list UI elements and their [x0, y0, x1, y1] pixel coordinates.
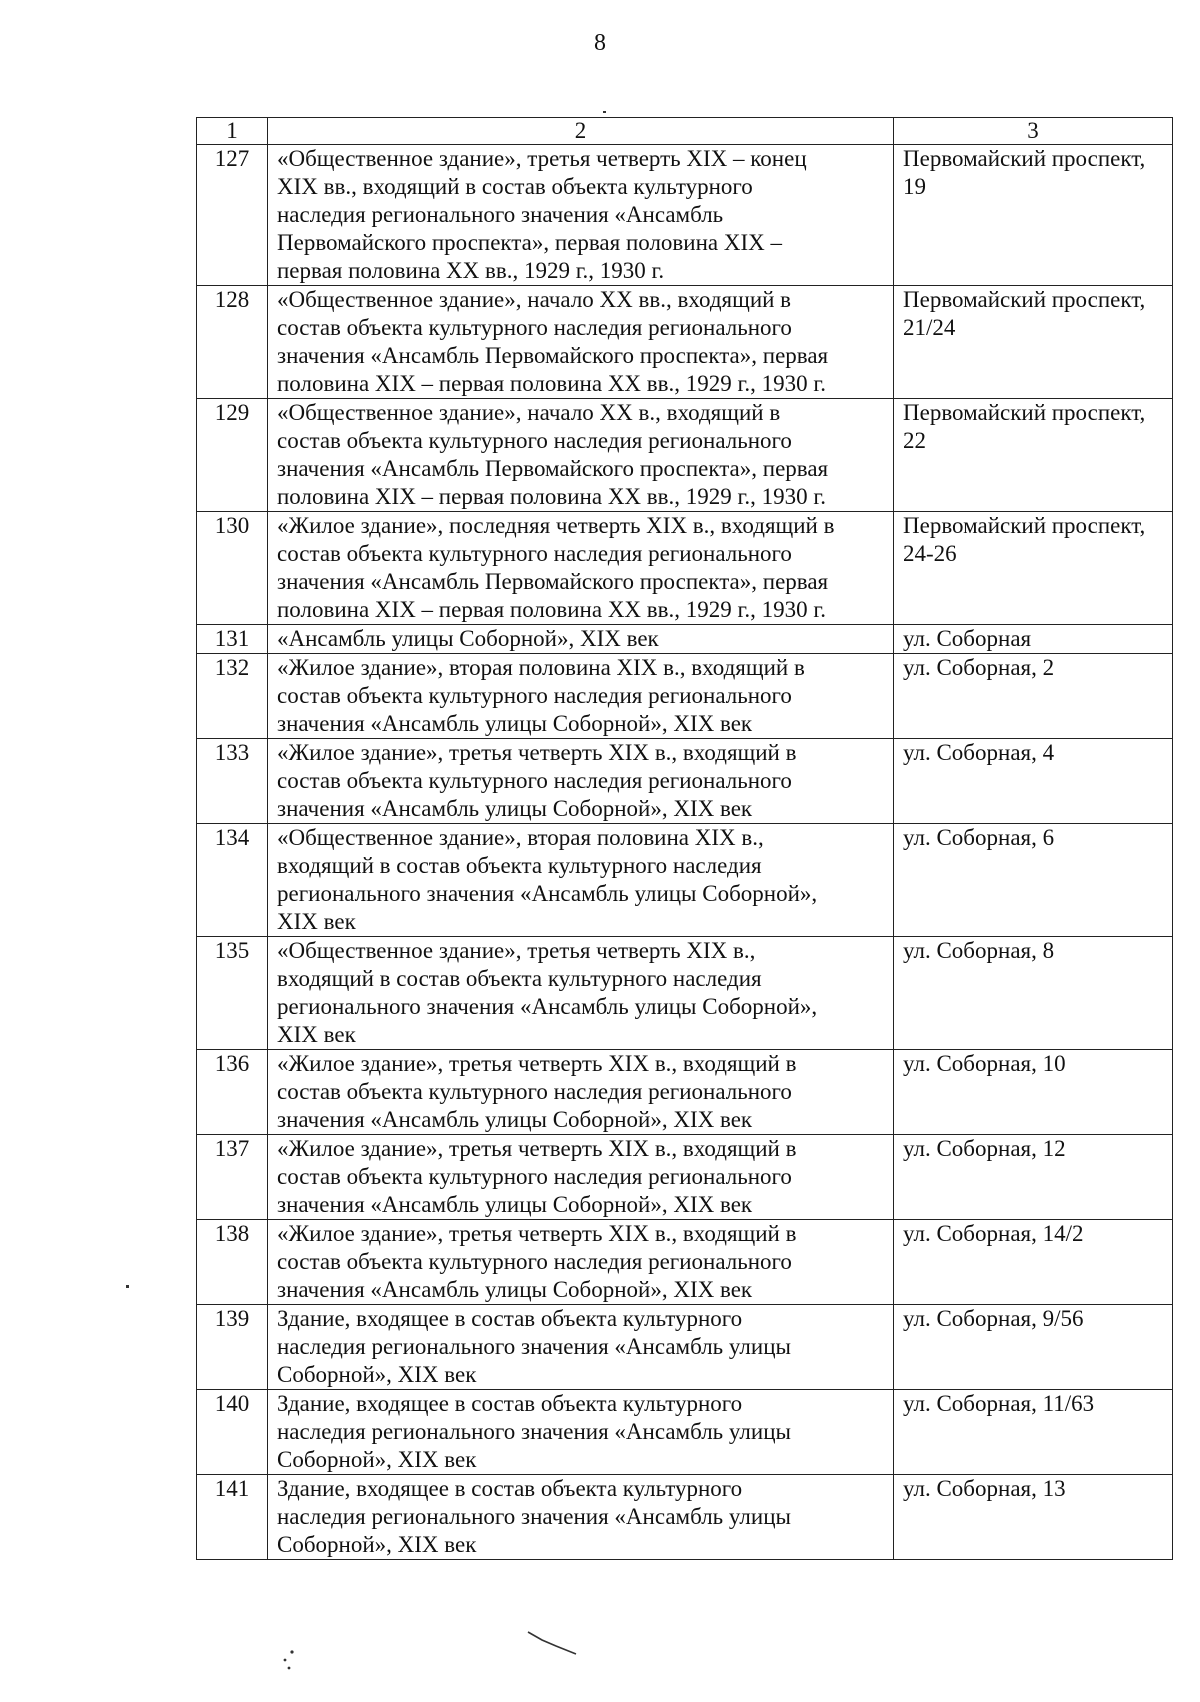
address-line: ул. Соборная, 8	[903, 938, 1055, 963]
object-address	[894, 399, 1173, 512]
object-address	[894, 1220, 1173, 1305]
row-number: 128	[197, 286, 268, 399]
row-number: 137	[197, 1135, 268, 1220]
address-line: ул. Соборная	[903, 626, 1032, 651]
description-line: «Жилое здание», третья четверть XIX в., входящий в	[277, 1136, 797, 1161]
pen-mark-decoration	[280, 1620, 580, 1680]
description-line: половина XIX – первая половина XX вв., 1929 г., 1930 г.	[277, 597, 826, 622]
address-line: Первомайский проспект,	[903, 146, 1146, 171]
object-address	[894, 824, 1173, 937]
object-description	[268, 824, 894, 937]
address-line: Первомайский проспект,	[903, 513, 1146, 538]
description-line: «Общественное здание», третья четверть XIX в.,	[277, 938, 756, 963]
description-line: значения «Ансамбль улицы Соборной», XIX век	[277, 1107, 753, 1132]
row-number: 136	[197, 1050, 268, 1135]
description-line: «Жилое здание», третья четверть XIX в., входящий в	[277, 740, 797, 765]
description-line: регионального значения «Ансамбль улицы Соборной»,	[277, 881, 818, 906]
description-line: XIX вв., входящий в состав объекта культурного	[277, 174, 753, 199]
address-line: ул. Соборная, 11/63	[903, 1391, 1095, 1416]
row-number: 130	[197, 512, 268, 625]
description-line: состав объекта культурного наследия регионального	[277, 768, 792, 793]
object-address	[894, 1305, 1173, 1390]
description-line: «Жилое здание», последняя четверть XIX в., входящий в	[277, 513, 835, 538]
description-line: половина XIX – первая половина XX вв., 1929 г., 1930 г.	[277, 484, 826, 509]
description-line: значения «Ансамбль улицы Соборной», XIX век	[277, 1192, 753, 1217]
address-line: ул. Соборная, 2	[903, 655, 1055, 680]
object-description	[268, 739, 894, 824]
table-body	[197, 118, 1173, 1560]
description-line: наследия регионального значения «Ансамбль улицы	[277, 1504, 791, 1529]
object-description	[268, 1220, 894, 1305]
row-number: 138	[197, 1220, 268, 1305]
address-line: 24-26	[903, 541, 957, 566]
description-line: наследия регионального значения «Ансамбль	[277, 202, 724, 227]
description-line: входящий в состав объекта культурного наследия	[277, 853, 762, 878]
table-row	[197, 512, 1173, 625]
object-address	[894, 654, 1173, 739]
description-line: значения «Ансамбль улицы Соборной», XIX век	[277, 711, 753, 736]
object-description	[268, 1475, 894, 1560]
object-address	[894, 1390, 1173, 1475]
object-description	[268, 399, 894, 512]
row-number: 127	[197, 145, 268, 286]
table-row	[197, 1135, 1173, 1220]
address-line: ул. Соборная, 4	[903, 740, 1055, 765]
object-description	[268, 1050, 894, 1135]
object-address	[894, 512, 1173, 625]
address-line: ул. Соборная, 12	[903, 1136, 1066, 1161]
description-line: «Общественное здание», начало XX в., входящий в	[277, 400, 781, 425]
address-line: Первомайский проспект,	[903, 287, 1146, 312]
description-line: половина XIX – первая половина XX вв., 1929 г., 1930 г.	[277, 371, 826, 396]
description-line: «Общественное здание», начало XX вв., входящий в	[277, 287, 792, 312]
object-address	[894, 1135, 1173, 1220]
table-row	[197, 739, 1173, 824]
table-row	[197, 1305, 1173, 1390]
object-description	[268, 1390, 894, 1475]
description-line: состав объекта культурного наследия регионального	[277, 315, 792, 340]
description-line: «Ансамбль улицы Соборной», XIX век	[277, 626, 659, 651]
address-line: ул. Соборная, 9/56	[903, 1306, 1084, 1331]
column-header-number: 1	[197, 118, 268, 145]
column-header-address: 3	[894, 118, 1173, 145]
table-row	[197, 1050, 1173, 1135]
description-line: состав объекта культурного наследия регионального	[277, 683, 792, 708]
description-line: наследия регионального значения «Ансамбль улицы	[277, 1334, 791, 1359]
description-line: «Жилое здание», вторая половина XIX в., входящий в	[277, 655, 805, 680]
table-row	[197, 1390, 1173, 1475]
address-line: 22	[903, 428, 926, 453]
object-address	[894, 937, 1173, 1050]
table-row	[197, 399, 1173, 512]
object-address	[894, 625, 1173, 654]
object-address	[894, 1050, 1173, 1135]
page-number: 8	[594, 30, 606, 56]
address-line: ул. Соборная, 14/2	[903, 1221, 1084, 1246]
description-line: состав объекта культурного наследия регионального	[277, 1079, 792, 1104]
table-header-row	[197, 118, 1173, 145]
object-description	[268, 1135, 894, 1220]
description-line: Соборной», XIX век	[277, 1532, 477, 1557]
row-number: 131	[197, 625, 268, 654]
description-line: XIX век	[277, 909, 356, 934]
description-line: «Общественное здание», вторая половина XIX в.,	[277, 825, 764, 850]
description-line: регионального значения «Ансамбль улицы Соборной»,	[277, 994, 818, 1019]
description-line: Первомайского проспекта», первая половина XIX –	[277, 230, 783, 255]
object-description	[268, 512, 894, 625]
column-header-description: 2	[268, 118, 894, 145]
row-number: 135	[197, 937, 268, 1050]
row-number: 141	[197, 1475, 268, 1560]
row-number: 129	[197, 399, 268, 512]
scan-speck	[126, 1285, 129, 1288]
description-line: Здание, входящее в состав объекта культурного	[277, 1476, 743, 1501]
row-number: 134	[197, 824, 268, 937]
row-number: 132	[197, 654, 268, 739]
object-description	[268, 1305, 894, 1390]
description-line: XIX век	[277, 1022, 356, 1047]
description-line: состав объекта культурного наследия регионального	[277, 541, 792, 566]
description-line: Соборной», XIX век	[277, 1362, 477, 1387]
description-line: «Жилое здание», третья четверть XIX в., входящий в	[277, 1051, 797, 1076]
scan-speck	[603, 111, 606, 113]
description-line: «Жилое здание», третья четверть XIX в., входящий в	[277, 1221, 797, 1246]
object-address	[894, 286, 1173, 399]
description-line: значения «Ансамбль улицы Соборной», XIX век	[277, 796, 753, 821]
description-line: значения «Ансамбль улицы Соборной», XIX век	[277, 1277, 753, 1302]
object-description	[268, 654, 894, 739]
table-row	[197, 824, 1173, 937]
object-description	[268, 937, 894, 1050]
object-description	[268, 286, 894, 399]
address-line: Первомайский проспект,	[903, 400, 1146, 425]
address-line: 19	[903, 174, 926, 199]
table-row	[197, 286, 1173, 399]
address-line: 21/24	[903, 315, 956, 340]
address-line: ул. Соборная, 10	[903, 1051, 1066, 1076]
description-line: значения «Ансамбль Первомайского проспекта», первая	[277, 343, 829, 368]
object-description	[268, 145, 894, 286]
object-address	[894, 145, 1173, 286]
object-description	[268, 625, 894, 654]
description-line: состав объекта культурного наследия регионального	[277, 428, 792, 453]
table-row	[197, 1475, 1173, 1560]
table-row	[197, 625, 1173, 654]
description-line: первая половина XX вв., 1929 г., 1930 г.	[277, 258, 665, 283]
description-line: «Общественное здание», третья четверть XIX – конец	[277, 146, 807, 171]
table-row	[197, 145, 1173, 286]
description-line: состав объекта культурного наследия регионального	[277, 1164, 792, 1189]
description-line: значения «Ансамбль Первомайского проспекта», первая	[277, 569, 829, 594]
table-row	[197, 937, 1173, 1050]
row-number: 140	[197, 1390, 268, 1475]
address-line: ул. Соборная, 6	[903, 825, 1055, 850]
description-line: Здание, входящее в состав объекта культурного	[277, 1391, 743, 1416]
description-line: Соборной», XIX век	[277, 1447, 477, 1472]
description-line: Здание, входящее в состав объекта культурного	[277, 1306, 743, 1331]
description-line: входящий в состав объекта культурного наследия	[277, 966, 762, 991]
object-address	[894, 1475, 1173, 1560]
table-row	[197, 654, 1173, 739]
description-line: наследия регионального значения «Ансамбль улицы	[277, 1419, 791, 1444]
description-line: значения «Ансамбль Первомайского проспекта», первая	[277, 456, 829, 481]
object-address	[894, 739, 1173, 824]
description-line: состав объекта культурного наследия регионального	[277, 1249, 792, 1274]
address-line: ул. Соборная, 13	[903, 1476, 1066, 1501]
row-number: 139	[197, 1305, 268, 1390]
row-number: 133	[197, 739, 268, 824]
heritage-objects-table	[196, 117, 1173, 1560]
table-row	[197, 1220, 1173, 1305]
